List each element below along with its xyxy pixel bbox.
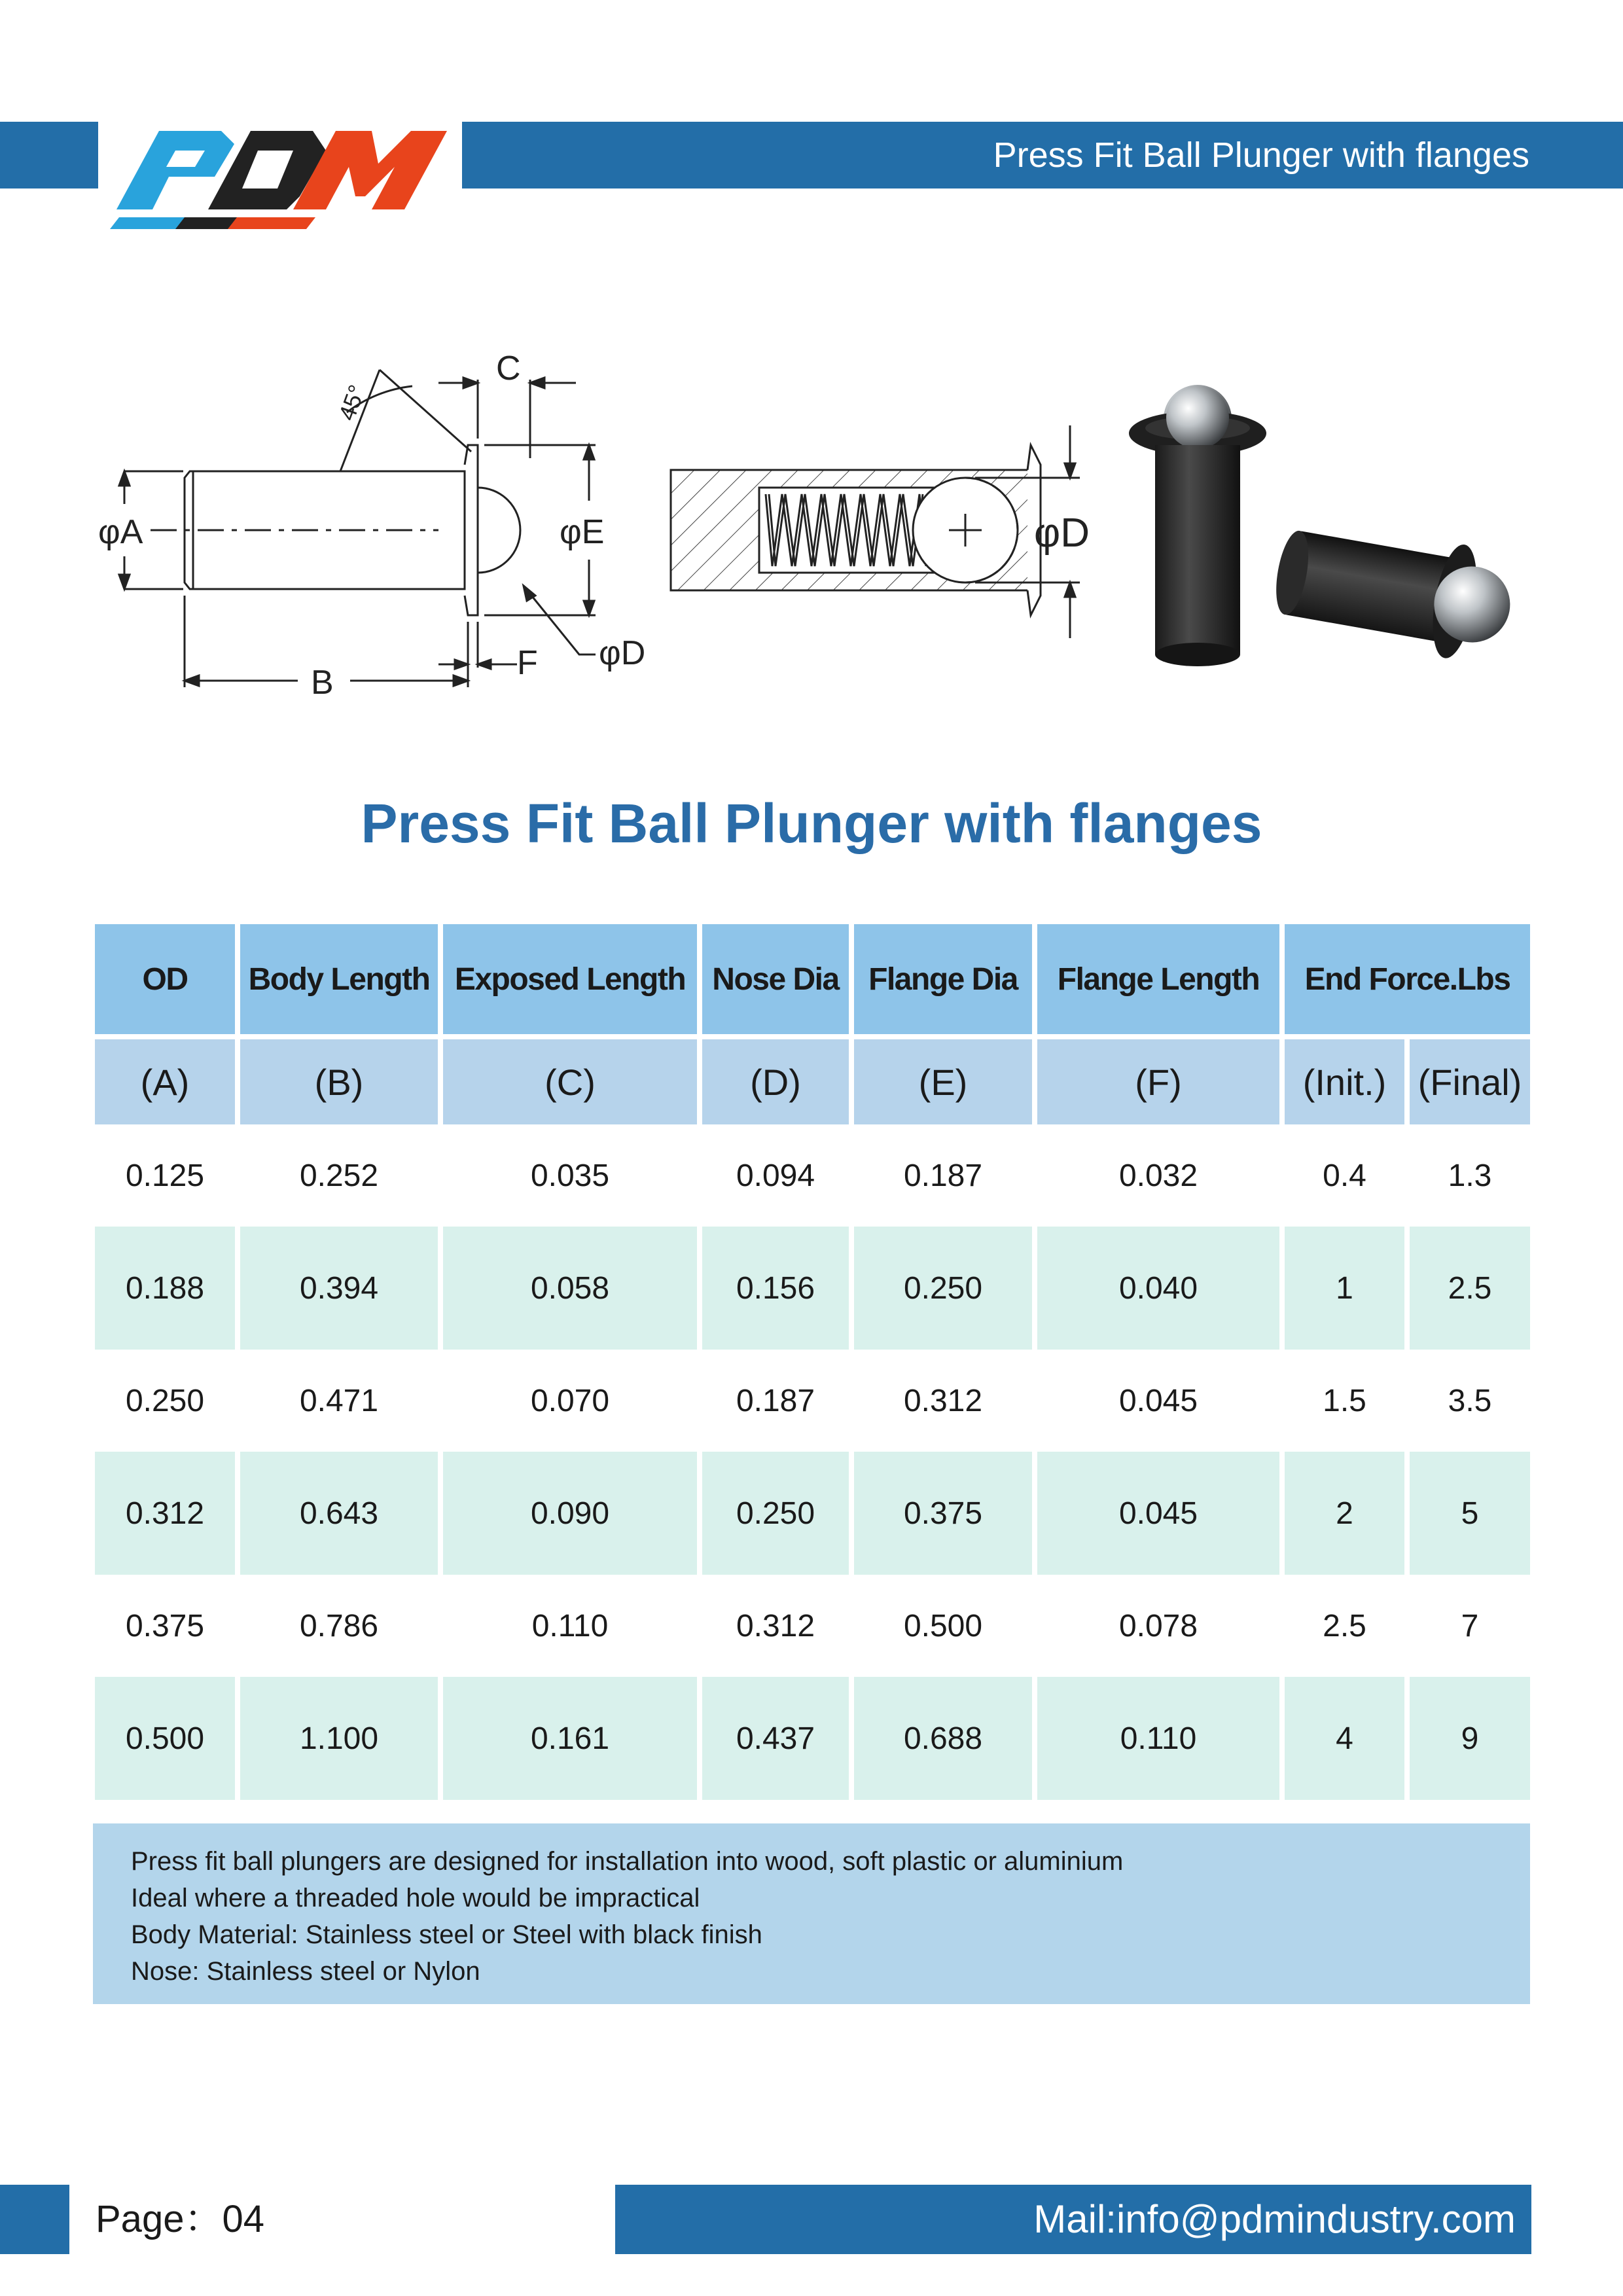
cell-nose-dia: 0.094 — [702, 1130, 849, 1221]
header-nose-dia: Nose Dia — [702, 924, 849, 1034]
label-phi-a: φA — [98, 513, 143, 551]
cell-force-init: 2 — [1285, 1452, 1404, 1575]
cell-exposed-length: 0.058 — [443, 1227, 697, 1350]
label-phi-d-side: φD — [599, 634, 646, 672]
table-row — [95, 1452, 1530, 1575]
cell-nose-dia: 0.437 — [702, 1677, 849, 1800]
subheader-d: (D) — [702, 1039, 849, 1124]
cell-body-length: 0.252 — [240, 1130, 438, 1221]
header-title: Press Fit Ball Plunger with flanges — [993, 135, 1529, 175]
header-flange-length: Flange Length — [1037, 924, 1279, 1034]
pdm-logo — [97, 105, 450, 236]
cell-exposed-length: 0.070 — [443, 1355, 697, 1446]
cell-nose-dia: 0.312 — [702, 1580, 849, 1672]
cell-force-init: 2.5 — [1285, 1580, 1404, 1672]
cell-force-init: 1.5 — [1285, 1355, 1404, 1446]
cell-od: 0.250 — [95, 1355, 235, 1446]
label-f: F — [517, 644, 538, 682]
cell-od: 0.188 — [95, 1227, 235, 1350]
cell-flange-dia: 0.375 — [854, 1452, 1032, 1575]
table-row — [95, 1227, 1530, 1350]
label-phi-e: φE — [560, 513, 605, 551]
cell-force-final: 9 — [1410, 1677, 1530, 1800]
cell-body-length: 0.471 — [240, 1355, 438, 1446]
cell-flange-length: 0.040 — [1037, 1227, 1279, 1350]
header-left-bar — [0, 122, 98, 188]
note-line: Nose: Stainless steel or Nylon — [131, 1957, 480, 1986]
cell-nose-dia: 0.250 — [702, 1452, 849, 1575]
label-phi-d-section: φD — [1034, 511, 1090, 556]
header-end-force: End Force.Lbs — [1285, 924, 1530, 1034]
table-row — [95, 1355, 1530, 1446]
cell-force-final: 5 — [1410, 1452, 1530, 1575]
cell-od: 0.312 — [95, 1452, 235, 1575]
cell-force-init: 4 — [1285, 1677, 1404, 1800]
table-row — [95, 1130, 1530, 1221]
cell-flange-length: 0.032 — [1037, 1130, 1279, 1221]
cell-exposed-length: 0.035 — [443, 1130, 697, 1221]
cell-exposed-length: 0.161 — [443, 1677, 697, 1800]
cell-flange-length: 0.078 — [1037, 1580, 1279, 1672]
subheader-e: (E) — [854, 1039, 1032, 1124]
cell-flange-length: 0.045 — [1037, 1452, 1279, 1575]
cell-flange-dia: 0.312 — [854, 1355, 1032, 1446]
cell-flange-dia: 0.500 — [854, 1580, 1032, 1672]
cell-body-length: 1.100 — [240, 1677, 438, 1800]
cell-body-length: 0.786 — [240, 1580, 438, 1672]
cell-flange-dia: 0.187 — [854, 1130, 1032, 1221]
subheader-f: (F) — [1037, 1039, 1279, 1124]
subheader-c: (C) — [443, 1039, 697, 1124]
technical-drawing — [72, 340, 1126, 707]
cell-flange-dia: 0.250 — [854, 1227, 1032, 1350]
cell-force-init: 1 — [1285, 1227, 1404, 1350]
cell-force-init: 0.4 — [1285, 1130, 1404, 1221]
product-photo — [1126, 367, 1531, 681]
cell-force-final: 1.3 — [1410, 1130, 1530, 1221]
section-view — [671, 425, 1080, 638]
label-angle: 45° — [332, 381, 371, 424]
label-c: C — [496, 350, 521, 387]
header-body-length: Body Length — [240, 924, 438, 1034]
table-row — [95, 1677, 1530, 1800]
cell-force-final: 3.5 — [1410, 1355, 1530, 1446]
spec-table — [90, 919, 1535, 1805]
cell-body-length: 0.643 — [240, 1452, 438, 1575]
cell-flange-length: 0.045 — [1037, 1355, 1279, 1446]
note-line: Ideal where a threaded hole would be impractical — [131, 1884, 700, 1912]
footer-left-bar — [0, 2185, 69, 2254]
cell-od: 0.125 — [95, 1130, 235, 1221]
cell-od: 0.500 — [95, 1677, 235, 1800]
subheader-final: (Final) — [1410, 1039, 1530, 1124]
cell-force-final: 2.5 — [1410, 1227, 1530, 1350]
note-line: Body Material: Stainless steel or Steel with black finish — [131, 1920, 762, 1949]
label-b: B — [311, 664, 334, 702]
cell-exposed-length: 0.090 — [443, 1452, 697, 1575]
cell-body-length: 0.394 — [240, 1227, 438, 1350]
note-line: Press fit ball plungers are designed for installation into wood, soft plastic or aluminium — [131, 1847, 1124, 1876]
page-number: Page：04 — [96, 2198, 264, 2240]
subheader-a: (A) — [95, 1039, 235, 1124]
main-title: Press Fit Ball Plunger with flanges — [361, 793, 1262, 854]
cell-exposed-length: 0.110 — [443, 1580, 697, 1672]
header-flange-dia: Flange Dia — [854, 924, 1032, 1034]
subheader-init: (Init.) — [1285, 1039, 1404, 1124]
table-row — [95, 1580, 1530, 1672]
cell-nose-dia: 0.156 — [702, 1227, 849, 1350]
cell-flange-dia: 0.688 — [854, 1677, 1032, 1800]
cell-od: 0.375 — [95, 1580, 235, 1672]
cell-flange-length: 0.110 — [1037, 1677, 1279, 1800]
header-exposed-length: Exposed Length — [443, 924, 697, 1034]
header-od: OD — [95, 924, 235, 1034]
cell-nose-dia: 0.187 — [702, 1355, 849, 1446]
notes-box — [93, 1823, 1530, 2004]
subheader-b: (B) — [240, 1039, 438, 1124]
cell-force-final: 7 — [1410, 1580, 1530, 1672]
contact-email[interactable]: Mail:info@pdmindustry.com — [1033, 2197, 1516, 2241]
